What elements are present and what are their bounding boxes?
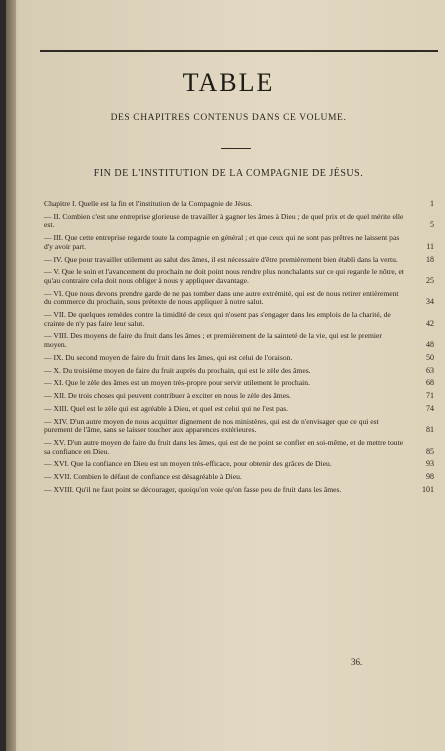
toc-entry (44, 311, 444, 328)
toc-entry-page: 50 (426, 352, 434, 362)
toc-entry-page: 34 (426, 297, 434, 307)
page-footer-number: 36. (351, 657, 363, 667)
toc-entry-page: 101 (422, 485, 434, 495)
page-subtitle: DES CHAPITRES CONTENUS DANS CE VOLUME. (110, 113, 347, 123)
toc-entry (44, 332, 444, 349)
toc-entry (44, 234, 444, 251)
toc-entry-page: 81 (426, 425, 434, 435)
toc-entry (44, 439, 444, 456)
toc-entry (44, 392, 444, 401)
page-title: TABLE (182, 68, 275, 97)
toc-entry-page: 42 (426, 318, 434, 328)
toc-entry-text: — VII. De quelques remèdes contre la timidité de ceux qui n'osent pas s'engager dans les emplois de la charité, de crainte de n'y pas faire leur salut. (44, 310, 391, 328)
toc-entry-page: 18 (426, 254, 434, 264)
toc-entry-page: 48 (426, 340, 434, 350)
toc-entry-text: — II. Combien c'est une entreprise glorieuse de travailler à gagner les âmes à Dieu ; de quel prix et de quel mérite elle est. (44, 211, 404, 230)
table-of-contents (44, 200, 444, 499)
toc-entry (44, 460, 444, 469)
toc-entry-page: 5 (430, 220, 434, 230)
toc-entry-page: 85 (426, 446, 434, 456)
toc-entry-text: — XVIII. Qu'il ne faut point se décourager, quoiqu'on voie qu'on fasse peu de fruit dans les âmes. (44, 485, 342, 495)
toc-entry-text: — XIII. Quel est le zèle qui est agréable à Dieu, et quel est celui qui ne l'est pas. (44, 403, 289, 413)
toc-entry-page: 63 (426, 365, 434, 375)
toc-entry-page: 11 (426, 241, 434, 251)
book-page (6, 0, 445, 751)
toc-entry (44, 256, 444, 265)
toc-entry (44, 213, 444, 230)
toc-entry-text: — IV. Que pour travailler utilement au salut des âmes, il est nécessaire d'être premièrement bien établi dans la vertu. (44, 254, 398, 264)
toc-entry-text: — V. Que le soin et l'avancement du prochain ne doit point nous rendre plus nonchalants sur ce qui regarde le nôtre, et qu'au contraire cela doit nous obliger à nous y appliquer davantage. (44, 267, 405, 285)
toc-entry-text: — X. Du troisième moyen de faire du fruit auprès du prochain, qui est le zèle des âmes. (44, 365, 311, 375)
toc-entry-page: 25 (426, 275, 434, 285)
toc-entry-page: 93 (426, 459, 434, 469)
toc-entry (44, 268, 444, 285)
toc-entry-text: — XI. Que le zèle des âmes est un moyen très-propre pour servir utilement le prochain. (44, 378, 310, 388)
toc-entry-text: — IX. Du second moyen de faire du fruit dans les âmes, qui est celui de l'oraison. (44, 352, 293, 362)
toc-entry-page: 71 (426, 391, 434, 401)
top-rule (40, 50, 438, 52)
toc-entry-text: — XII. De trois choses qui peuvent contribuer à exciter en nous le zèle des âmes. (44, 391, 291, 401)
toc-entry-text: Chapitre I. Quelle est la fin et l'institution de la Compagnie de Jésus. (44, 199, 253, 208)
toc-entry (44, 367, 444, 376)
toc-entry-text: — XVII. Combien le défaut de confiance est désagréable à Dieu. (44, 472, 242, 482)
title-divider (221, 148, 251, 149)
toc-entry-page: 1 (430, 199, 434, 208)
toc-entry (44, 418, 444, 435)
toc-entry-text: — III. Que cette entreprise regarde toute la compagnie en général ; et que ceux qui ne sont pas prêtres ne laissent pas d'y avoir part. (44, 233, 400, 251)
toc-entry (44, 379, 444, 388)
toc-entry (44, 290, 444, 307)
toc-entry-page: 98 (426, 472, 434, 482)
toc-entry-text: — VI. Que nous devons prendre garde de ne pas tomber dans une autre extrémité, qui est de nous retirer entièrement du commerce du prochain, sous prétexte de nous appliquer à notre salut. (44, 288, 399, 307)
toc-entry-text: — XV. D'un autre moyen de faire du fruit dans les âmes, qui est de ne point se confier en soi-même, et de mettre toute sa confiance en Dieu. (44, 438, 404, 456)
toc-entry (44, 473, 444, 482)
toc-entry (44, 200, 444, 209)
toc-entry (44, 405, 444, 414)
toc-entry-text: — XIV. D'un autre moyen de nous acquitter dignement de nos ministères, qui est de n'envisager que ce qui est purement de l'âme, sans se laisser toucher aux apparences extérieures. (44, 416, 379, 435)
toc-entry (44, 486, 444, 495)
section-heading: FIN DE L'INSTITUTION DE LA COMPAGNIE DE JÉSUS. (93, 168, 364, 179)
toc-entry-text: — VIII. Des moyens de faire du fruit dans les âmes ; et premièrement de la sainteté de la vie, qui est le premier moyen. (44, 331, 382, 350)
toc-entry-page: 74 (426, 403, 434, 413)
toc-entry-page: 68 (426, 378, 434, 388)
toc-entry (44, 354, 444, 363)
toc-entry-text: — XVI. Que la confiance en Dieu est un moyen très-efficace, pour obtenir des grâces de Dieu. (44, 459, 332, 469)
